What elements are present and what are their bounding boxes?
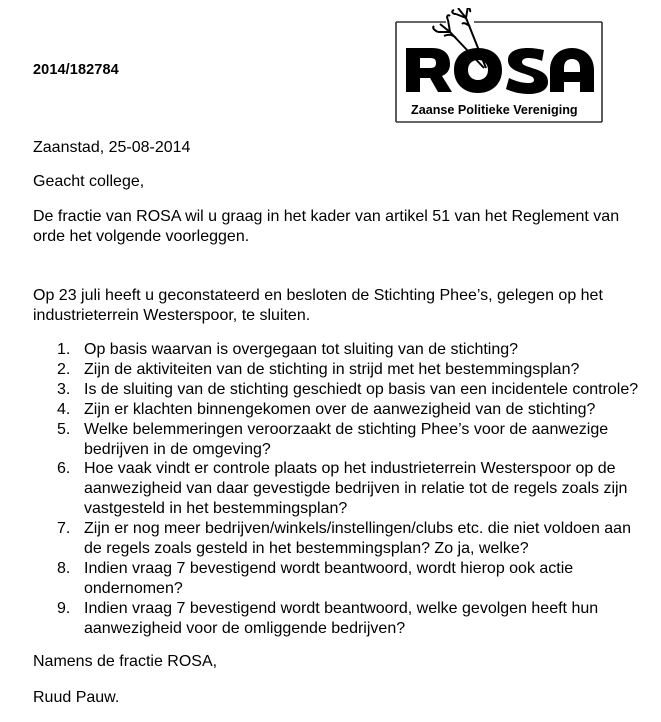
question-number: 1.	[57, 341, 71, 358]
question-item	[0, 519, 638, 559]
question-item	[0, 599, 638, 639]
context-paragraph	[33, 286, 603, 326]
question-line: Zijn er nog meer bedrijven/winkels/instellingen/clubs etc. die niet voldoen aan	[84, 520, 631, 538]
question-line: Zijn de aktiviteiten van de stichting in strijd met het bestemmingsplan?	[84, 360, 580, 378]
context-line: Op 23 juli heeft u geconstateerd en besloten de Stichting Phee’s, gelegen op het	[33, 287, 603, 304]
signature: Ruud Pauw.	[33, 689, 120, 706]
question-line: aanwezigheid voor de omliggende bedrijven?	[84, 619, 406, 637]
question-item	[0, 420, 638, 460]
logo-wordmark	[406, 48, 594, 94]
rosa-logo	[394, 8, 614, 125]
question-line: Welke belemmeringen veroorzaakt de stichting Phee’s voor de aanwezige	[84, 420, 609, 438]
question-line: aanwezigheid van daar gevestigde bedrijven in relatie tot de regels zoals zijn	[84, 480, 628, 498]
logo-subtitle: Zaanse Politieke Vereniging	[411, 103, 578, 117]
question-item	[0, 360, 638, 380]
context-line: industrieterrein Westerspoor, te sluiten.	[33, 307, 311, 324]
question-item	[0, 400, 638, 420]
date-line: Zaanstad, 25-08-2014	[33, 139, 191, 156]
question-number: 7.	[57, 520, 71, 538]
intro-line: orde het volgende voorleggen.	[33, 228, 250, 245]
question-number: 8.	[57, 559, 71, 577]
question-number: 2.	[57, 360, 71, 378]
question-line: vastgesteld in het bestemmingsplan?	[84, 500, 348, 518]
question-line: de regels zoals gesteld in het bestemmingsplan? Zo ja, welke?	[84, 540, 529, 558]
question-line: ondernomen?	[84, 579, 183, 597]
question-line: Op basis waarvan is overgegaan tot sluiting van de stichting?	[84, 341, 519, 358]
questions-list	[0, 340, 638, 639]
question-item	[0, 559, 638, 599]
question-item	[0, 459, 638, 519]
question-number: 6.	[57, 460, 71, 478]
question-number: 9.	[57, 599, 71, 617]
salutation: Geacht college,	[33, 173, 145, 190]
question-item	[0, 340, 638, 360]
question-line: Zijn er klachten binnengekomen over de aanwezigheid van de stichting?	[84, 400, 596, 418]
question-number: 4.	[57, 400, 71, 418]
question-number: 5.	[57, 420, 71, 438]
question-number: 3.	[57, 380, 71, 398]
question-line: bedrijven in de omgeving?	[84, 440, 271, 458]
closing-line: Namens de fractie ROSA,	[33, 653, 218, 670]
question-item	[0, 380, 638, 400]
question-line: Is de sluiting van de stichting geschiedt op basis van een incidentele controle?	[84, 380, 639, 398]
question-line: Indien vraag 7 bevestigend wordt beantwoord, wordt hierop ook actie	[84, 559, 574, 577]
intro-paragraph	[33, 207, 619, 247]
question-line: Indien vraag 7 bevestigend wordt beantwoord, welke gevolgen heeft hun	[84, 599, 599, 617]
reference-number: 2014/182784	[33, 62, 119, 78]
intro-line: De fractie van ROSA wil u graag in het kader van artikel 51 van het Reglement van	[33, 208, 620, 225]
question-line: Hoe vaak vindt er controle plaats op het industrieterrein Westerspoor op de	[84, 460, 616, 478]
